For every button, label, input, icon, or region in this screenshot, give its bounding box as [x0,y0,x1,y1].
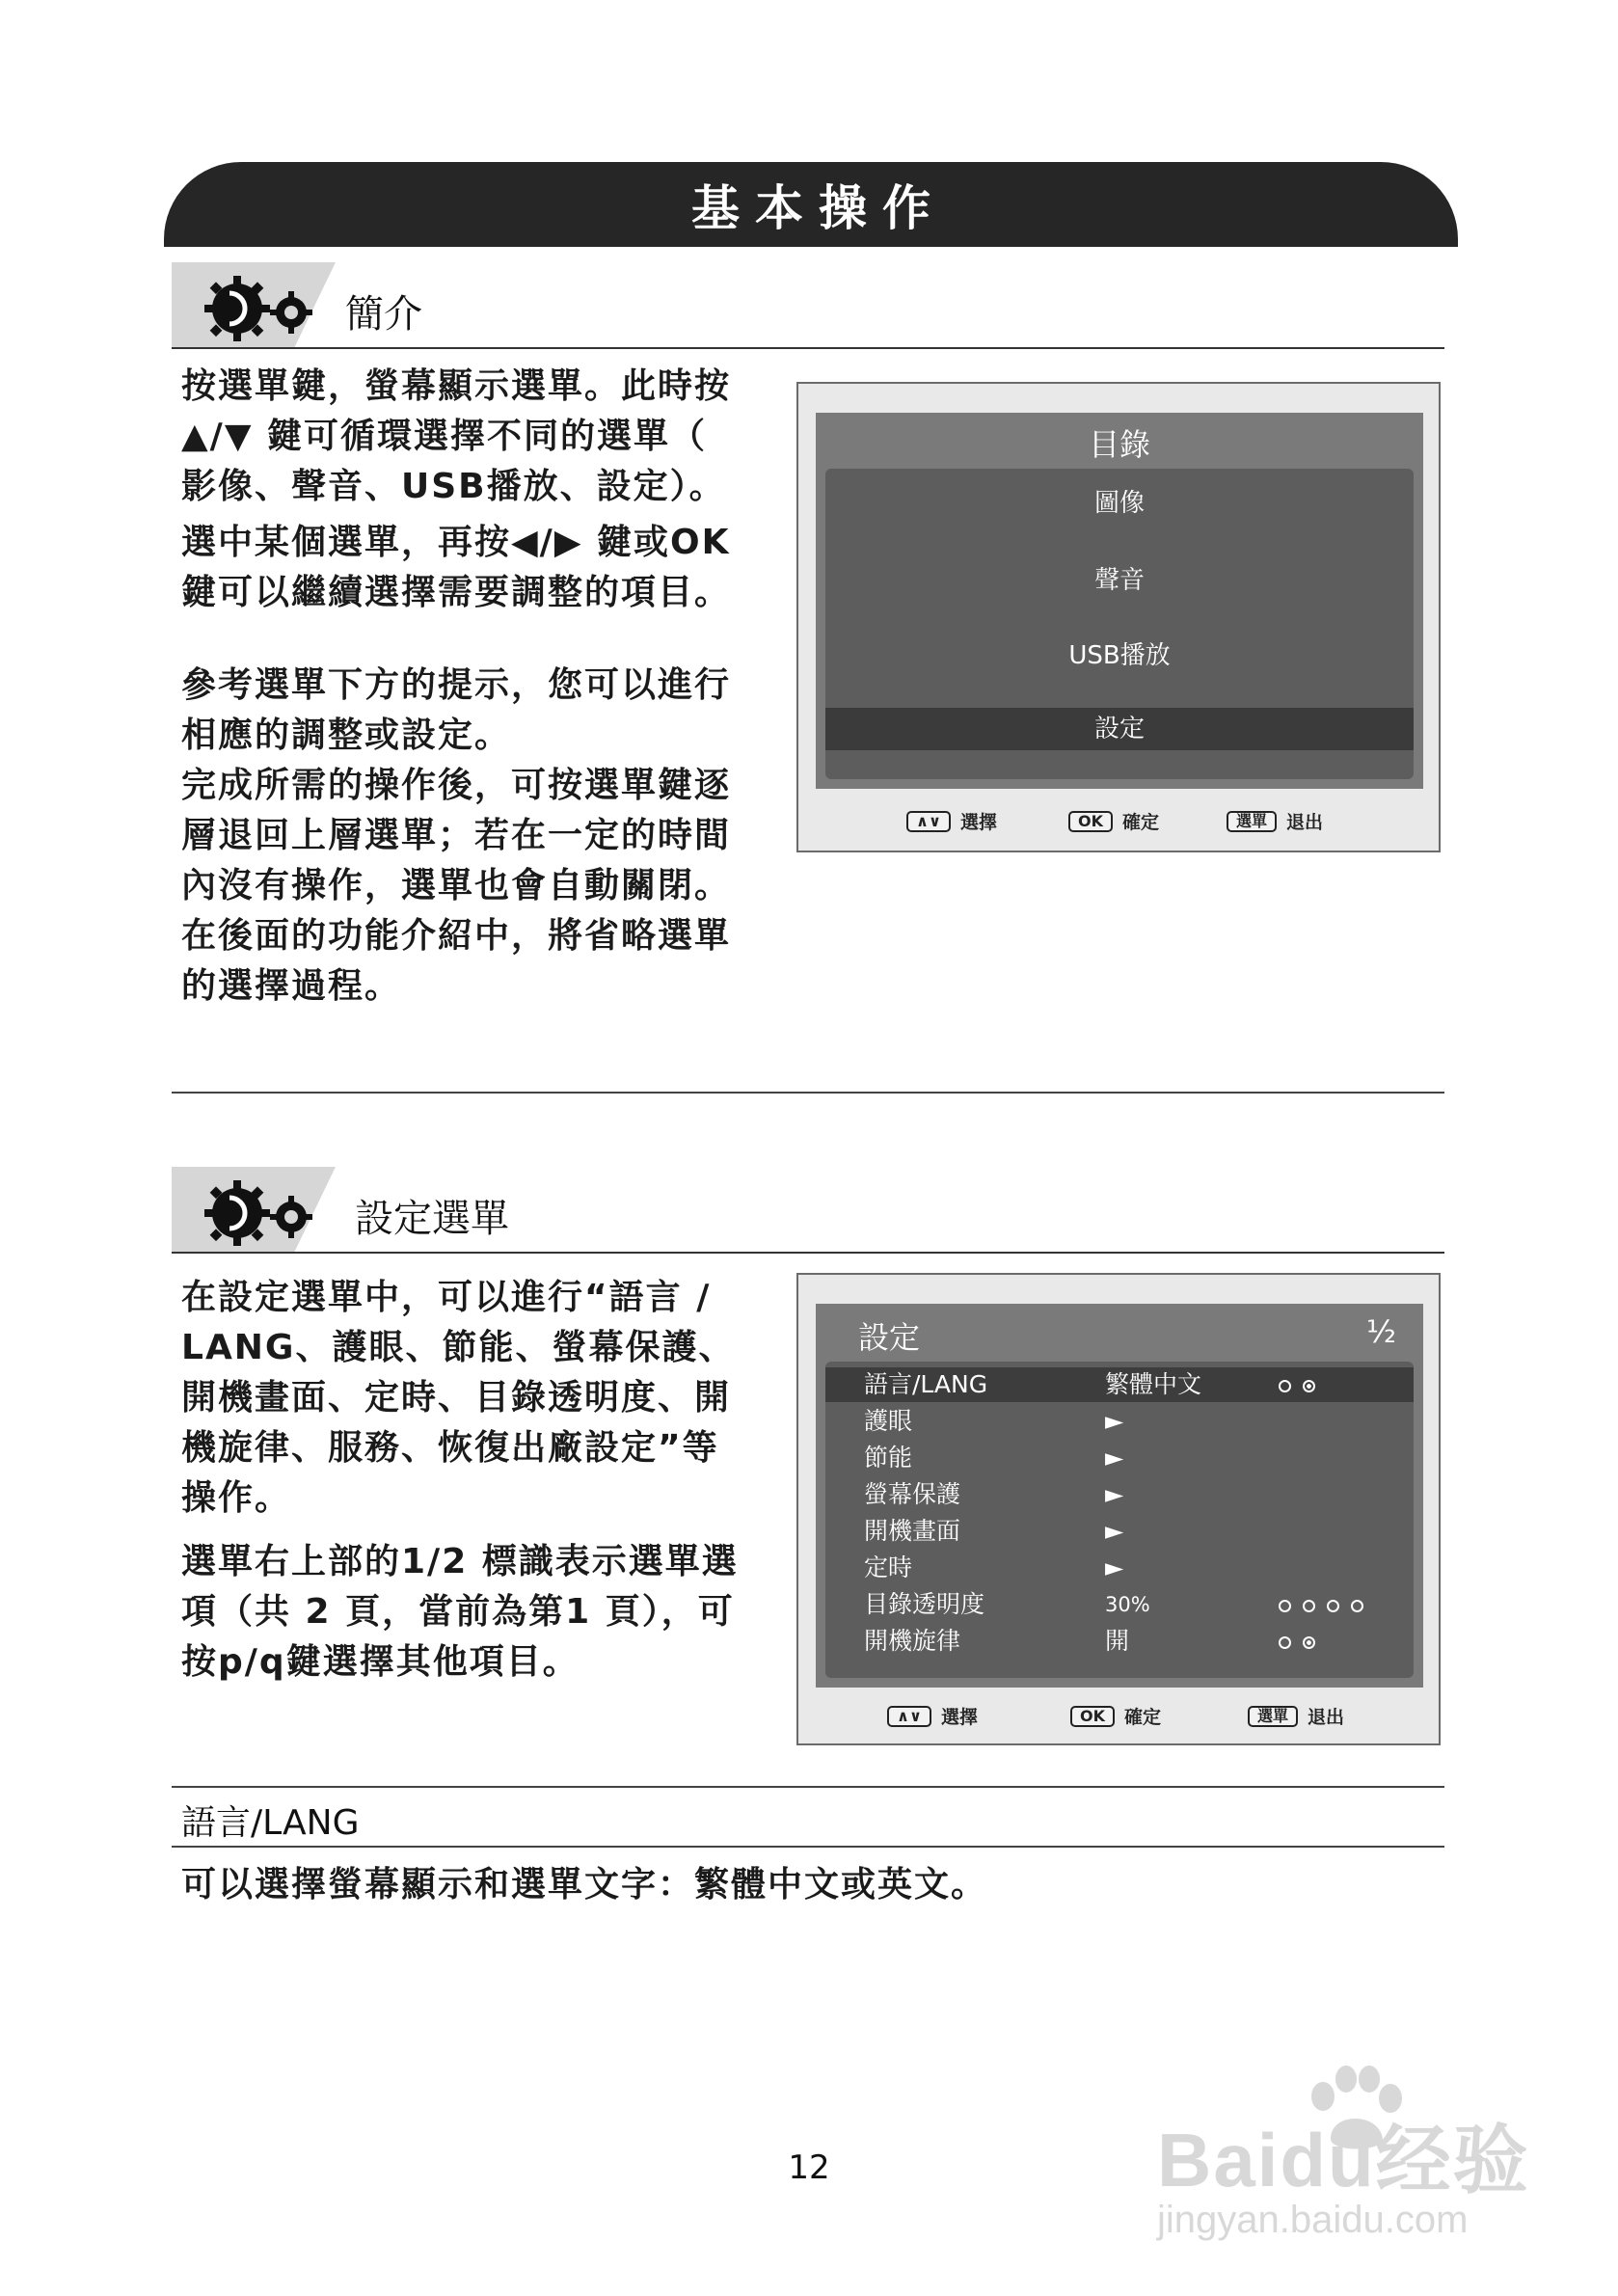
right-arrow-icon: ► [1105,1480,1124,1508]
page-indicator: ½ [1365,1313,1396,1350]
settings-row [825,1514,1414,1549]
option-dots [1279,1624,1327,1659]
text-line: 開機畫面、定時、目錄透明度、開 [181,1378,732,1418]
settings-list [825,1362,1414,1678]
text-line: 機旋律、服務、恢復出廠設定”等 [181,1428,719,1468]
row-label: 護眼 [864,1407,913,1435]
baidu-watermark [1138,2064,1543,2256]
hint-label: 確定 [1122,812,1160,833]
text-line: 的選擇過程。 [181,966,402,1006]
page-title: 基本操作 [691,180,946,236]
section-title: 設定選單 [355,1197,509,1241]
text-line: 參考選單下方的提示，您可以進行 [181,665,732,705]
row-label: 語言/LANG [864,1370,988,1398]
setup-screen-mockup [796,1273,1441,1745]
settings-row [825,1404,1414,1439]
text-line: 完成所需的操作後，可按選單鍵逐 [181,766,732,805]
subsection-title: 語言/LANG [181,1803,360,1843]
text-line: ▲/▼ 鍵可循環選擇不同的選單（ [181,417,708,456]
hint-select [887,1703,978,1729]
gears-icon [201,274,326,341]
text-line: LANG、護眼、節能、螢幕保護、 [181,1328,736,1367]
row-value: 開 [1105,1627,1130,1655]
settings-row [825,1624,1414,1659]
row-value: 繁體中文 [1105,1370,1202,1398]
hint-ok [1068,808,1159,834]
text-line: 相應的調整或設定。 [181,716,512,755]
section-header-intro [172,262,1444,349]
text-line: 操作。 [181,1478,292,1518]
option-dots [1279,1587,1375,1622]
text-line: 影像、聲音、USB播放、設定）。 [181,467,726,506]
text-line: 選中某個選單，再按◀/▶ 鍵或OK [181,523,731,562]
settings-row [825,1441,1414,1475]
menu-screen-mockup [796,382,1441,852]
hint-label: 選擇 [940,1707,978,1728]
text-line: 層退回上層選單；若在一定的時間 [181,816,732,855]
divider [172,1786,1444,1788]
text-line: 選單右上部的1/2 標識表示選單選 [181,1542,739,1581]
right-arrow-icon: ► [1105,1553,1124,1581]
right-arrow-icon: ► [1105,1407,1124,1435]
settings-row [825,1587,1414,1622]
menu-item: USB播放 [1068,641,1171,670]
text-line: 在設定選單中，可以進行“語言 / [181,1278,712,1317]
row-label: 開機畫面 [864,1517,961,1545]
ok-key-icon: OK [1068,811,1113,832]
row-label: 開機旋律 [864,1627,961,1655]
subsection-text: 可以選擇螢幕顯示和選單文字：繁體中文或英文。 [181,1865,988,1904]
hint-exit [1248,1703,1344,1729]
text-line [181,618,789,661]
settings-row [825,1477,1414,1512]
option-dots [1279,1367,1327,1402]
section-title: 簡介 [345,292,422,337]
right-arrow-icon: ► [1105,1517,1124,1545]
menu-item-selected: 設定 [825,708,1414,750]
hint-label: 選擇 [959,812,997,833]
hint-label: 退出 [1286,812,1324,833]
setup-text [181,1273,789,1688]
watermark-brand: Baidu经验 [1157,2118,1530,2202]
settings-row-selected [825,1367,1414,1402]
text-line: 項（共 2 頁，當前為第1 頁），可 [181,1592,735,1632]
row-label: 螢幕保護 [864,1480,961,1508]
divider [172,1846,1444,1848]
updown-key-icon: ∧∨ [887,1706,931,1727]
screen-menu-area [816,1304,1423,1688]
divider [172,1252,1444,1254]
ok-key-icon: OK [1070,1706,1115,1727]
row-label: 定時 [864,1553,913,1581]
menu-list [825,469,1414,779]
section-header-setup [172,1167,1444,1254]
page-title-banner [164,162,1458,247]
text-line: 在後面的功能介紹中，將省略選單 [181,916,732,956]
hint-label: 確定 [1124,1707,1162,1728]
hint-select [906,808,997,834]
hint-exit [1227,808,1323,834]
hint-ok [1070,1703,1161,1729]
menu-item: 聲音 [1093,566,1145,595]
screen-header: 目錄 [1088,426,1150,463]
intro-text [181,362,789,1012]
menu-item: 圖像 [1093,489,1145,518]
screen-menu-area [816,413,1423,789]
divider [172,1092,1444,1094]
divider [172,347,1444,349]
menu-key-icon: 選單 [1248,1706,1298,1727]
right-arrow-icon: ► [1105,1444,1124,1472]
text-line: 內沒有操作，選單也會自動關閉。 [181,866,732,905]
screen-header: 設定 [858,1319,921,1356]
row-value: 30% [1105,1593,1150,1616]
text-line: 按選單鍵，螢幕顯示選單。此時按 [181,366,732,406]
updown-key-icon: ∧∨ [906,811,951,832]
page-number: 12 [788,2148,830,2187]
hint-label: 退出 [1308,1707,1345,1728]
gears-icon [201,1178,326,1246]
menu-key-icon: 選單 [1227,811,1277,832]
row-label: 節能 [864,1444,913,1472]
row-label: 目錄透明度 [864,1590,985,1618]
text-line: 鍵可以繼續選擇需要調整的項目。 [181,573,732,612]
watermark-url: jingyan.baidu.com [1157,2199,1469,2241]
text-line: 按p/q鍵選擇其他項目。 [181,1642,580,1682]
settings-row [825,1551,1414,1585]
